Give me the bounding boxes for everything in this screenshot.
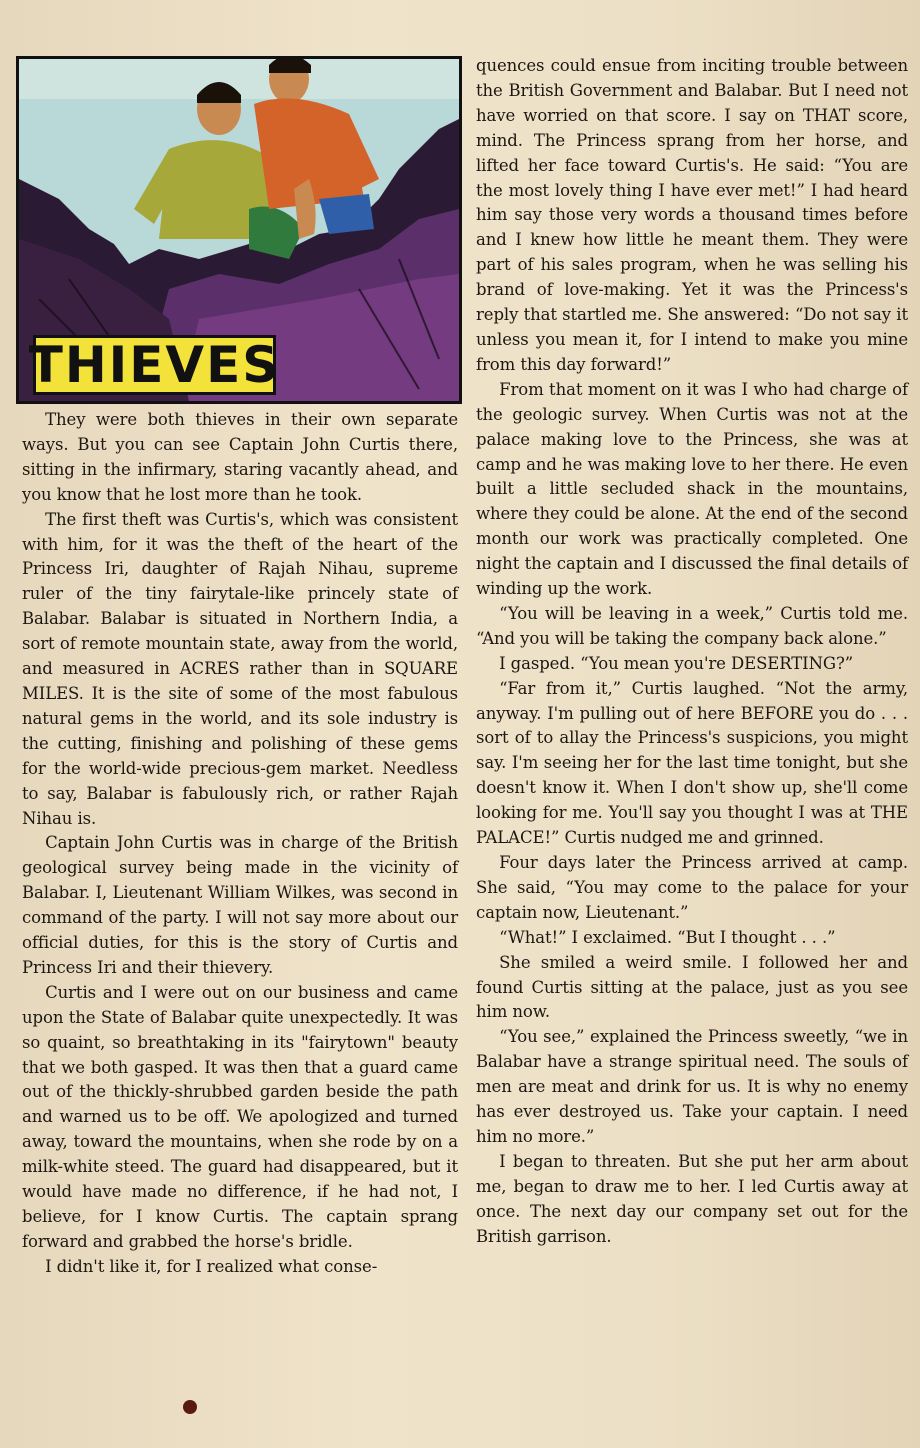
paragraph: Captain John Curtis was in charge of the British geological survey being made in the vicinity of Balabar. I, Lieutenant William Wilkes, was second in command of the party. I will not say more about our official duties, for this is the story of Curtis and Princess Iri and their thievery. — [22, 833, 458, 977]
illustration-panel — [16, 56, 462, 404]
paragraph: “Far from it,” Curtis laughed. “Not the army, anyway. I'm pulling out of here BEFORE you do . . . sort of to allay the Princess's suspicions, you might say. I'm seeing her for the last time tonight, but she doesn't know it. When I don't show up, she'll come looking for me. You'll say you thought I was at THE PALACE!” Curtis nudged me and grinned. — [476, 678, 908, 848]
panel-caption-box — [28, 335, 281, 395]
paragraph: I didn't like it, for I realized what conse- — [45, 1256, 378, 1276]
paragraph: She smiled a weird smile. I followed her and found Curtis sitting at the palace, just as you see him now. — [476, 952, 908, 1022]
paragraph: “You see,” explained the Princess sweetly, “we in Balabar have a strange spiritual need. The souls of men are meat and drink for us. It is why no enemy has ever destroyed us. Take your captain. I need him no more.” — [476, 1027, 908, 1146]
paragraph: Four days later the Princess arrived at camp. She said, “You may come to the palace for your captain now, Lieutenant.” — [476, 853, 908, 922]
paragraph: I began to threaten. But she put her arm about me, began to draw me to her. I led Curtis away at once. The next day our company set out for the British garrison. — [476, 1151, 908, 1246]
paragraph: The first theft was Curtis's, which was consistent with him, for it was the theft of the heart of the Princess Iri, daughter of Rajah Nihau, supreme ruler of the tiny fairytale-like princely state of Balabar. Balabar is situated in Northern India, a sort of remote mountain state, away from the world, and measured in ACRES rather than in SQUARE MILES. It is the site of some of the most fabulous natural gems in the world, and its sole industry is the cutting, finishing and polishing of these gems for the world-wide precious-gem market. Needless to say, Balabar is fabulously rich, or rather Rajah Nihau is. — [22, 509, 458, 828]
ink-blot — [183, 1400, 197, 1414]
paragraph: “You will be leaving in a week,” Curtis told me. “And you will be taking the company back alone.” — [476, 603, 908, 648]
paragraph: They were both thieves in their own separate ways. But you can see Captain John Curtis there, sitting in the infirmary, staring vacantly ahead, and you know that he lost more than he took. — [22, 410, 458, 504]
paragraph: Curtis and I were out on our business and came upon the State of Balabar quite unexpectedly. It was so quaint, so breathtaking in its "fairytown" beauty that we both gasped. It was then that a guard came out of the thickly-shrubbed garden beside the path and warned us to be off. We apologized and turned away, toward the mountains, when she rode by on a milk-white steed. The guard had disappeared, but it would have made no difference, if he had not, I believe, for I know Curtis. The captain sprang forward and grabbed the horse's bridle. — [22, 982, 458, 1251]
paragraph: I gasped. “You mean you're DESERTING?” — [499, 653, 854, 673]
right-text-column — [476, 54, 908, 1250]
paragraph: “What!” I exclaimed. “But I thought . . .” — [499, 927, 836, 947]
paragraph: From that moment on it was I who had charge of the geologic survey. When Curtis was not at the palace making love to the Princess, she was at camp and he was making love to her there. He even built a little secluded shack in the mountains, where they could be alone. At the end of the second month our work was practically completed. One night the captain and I discussed the final details of winding up the work. — [476, 379, 908, 599]
panel-caption: THIEVES — [28, 336, 281, 394]
left-text-column — [22, 408, 458, 1280]
paragraph: quences could ensue from inciting trouble between the British Government and Balabar. But I need not have worried on that score. I say on THAT score, mind. The Princess sprang from her horse, and lifted her face toward Curtis's. He said: “You are the most lovely thing I have ever met!” I had heard him say those very words a thousand times before and I knew how little he meant them. They were part of his sales program, when he was selling his brand of love-making. Yet it was the Princess's reply that startled me. She answered: “Do not say it unless you mean it, for I intend to make you mine from this day forward!” — [476, 56, 908, 374]
